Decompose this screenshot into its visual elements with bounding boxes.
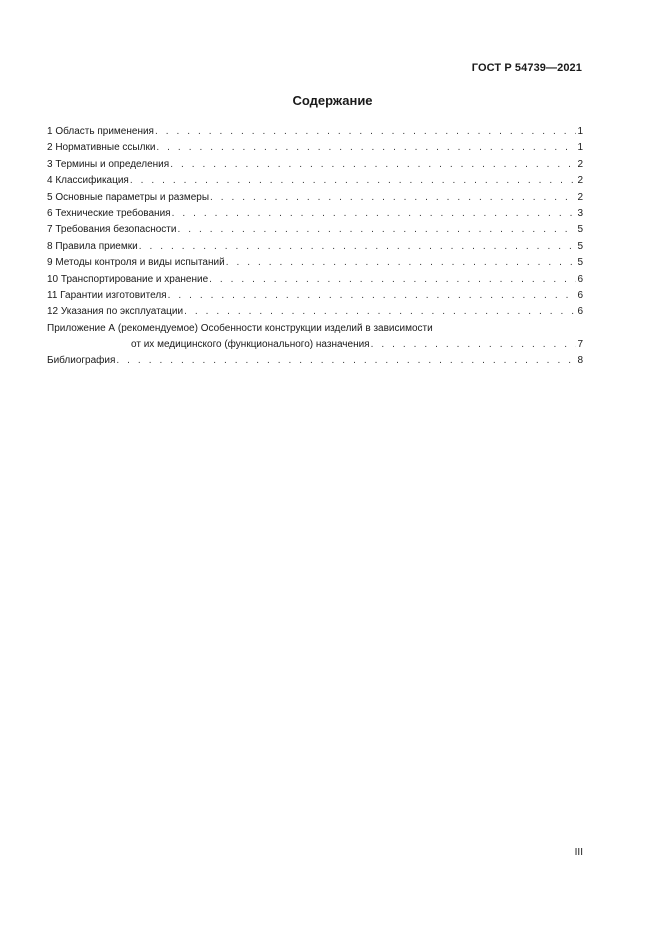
toc-entry[interactable]: [47, 124, 583, 140]
toc-entry-label: 7 Требования безопасности: [47, 224, 177, 236]
toc-appendix-entry[interactable]: [47, 321, 583, 354]
toc-entry-label: Библиография: [47, 355, 116, 367]
toc-leader-dots: [116, 353, 576, 369]
toc-entry-page: 5: [577, 224, 583, 236]
toc-leader-dots: [156, 140, 576, 156]
toc-bibliography-entry[interactable]: [47, 353, 583, 369]
toc-leader-dots: [168, 288, 577, 304]
toc-entry[interactable]: [47, 206, 583, 222]
page-number: III: [574, 847, 583, 858]
toc-entry[interactable]: [47, 272, 583, 288]
toc-entry-label: 12 Указания по эксплуатации: [47, 306, 184, 318]
toc-entry-label: 8 Правила приемки: [47, 240, 138, 252]
toc-entry-label: 5 Основные параметры и размеры: [47, 191, 210, 203]
toc-entry-label: 4 Классификация: [47, 175, 129, 187]
toc-entry-page: 5: [577, 240, 583, 252]
toc-leader-dots: [371, 337, 577, 353]
toc-leader-dots: [130, 173, 577, 189]
toc-appendix-title: Приложение А (рекомендуемое) Особенности конструкции изделий в зависимости: [47, 322, 433, 334]
toc-entry-page: 1: [577, 142, 583, 154]
toc-entry-page: 5: [577, 257, 583, 269]
toc-leader-dots: [177, 222, 576, 238]
toc-entry[interactable]: [47, 190, 583, 206]
toc-leader-dots: [184, 304, 576, 320]
toc-entry-page: 7: [577, 339, 583, 351]
toc-entry-label: 11 Гарантии изготовителя: [47, 289, 167, 301]
toc-leader-dots: [209, 272, 576, 288]
table-of-contents: [47, 124, 583, 370]
toc-entry[interactable]: [47, 239, 583, 255]
toc-entry-label: 10 Транспортирование и хранение: [47, 273, 209, 285]
toc-entry[interactable]: [47, 288, 583, 304]
toc-entry[interactable]: [47, 222, 583, 238]
toc-entry-page: 2: [577, 191, 583, 203]
document-code: ГОСТ Р 54739—2021: [471, 62, 582, 74]
toc-entry-page: 2: [577, 175, 583, 187]
toc-entry-label: 6 Технические требования: [47, 207, 171, 219]
toc-entry[interactable]: [47, 304, 583, 320]
toc-leader-dots: [139, 239, 577, 255]
toc-entry-label: 9 Методы контроля и виды испытаний: [47, 257, 225, 269]
toc-appendix-continuation: [47, 337, 583, 353]
toc-leader-dots: [226, 255, 577, 271]
toc-leader-dots: [155, 124, 576, 140]
toc-entry-page: 6: [577, 306, 583, 318]
toc-title: Содержание: [292, 93, 373, 108]
toc-entry[interactable]: [47, 157, 583, 173]
toc-entry-label: 3 Термины и определения: [47, 158, 170, 170]
toc-entry-label: от их медицинского (функционального) назначения: [131, 339, 370, 351]
toc-entry-label: 1 Область применения: [47, 126, 154, 137]
toc-entry[interactable]: [47, 255, 583, 271]
toc-entry-page: 2: [577, 158, 583, 170]
toc-leader-dots: [172, 206, 577, 222]
toc-entry-page: 1: [577, 126, 583, 137]
toc-leader-dots: [170, 157, 576, 173]
toc-entry-label: 2 Нормативные ссылки: [47, 142, 156, 154]
toc-entry-page: 3: [577, 207, 583, 219]
toc-entry-page: 6: [577, 289, 583, 301]
toc-leader-dots: [210, 190, 576, 206]
toc-entry-page: 8: [577, 355, 583, 367]
toc-entry-page: 6: [577, 273, 583, 285]
toc-entry[interactable]: [47, 173, 583, 189]
toc-entry[interactable]: [47, 140, 583, 156]
